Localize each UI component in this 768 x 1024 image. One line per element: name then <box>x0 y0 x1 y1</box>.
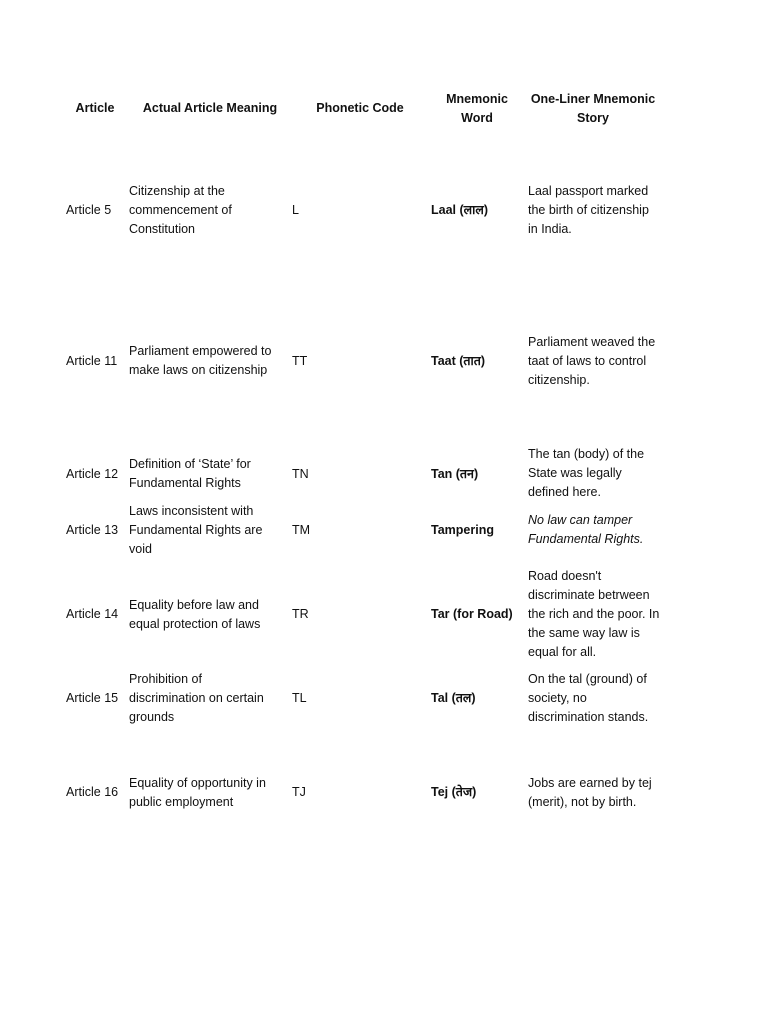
article-cell: Article 5 <box>66 203 112 217</box>
mnemonic-story-cell: The tan (body) of the State was legally defined here. <box>528 447 645 499</box>
header-article-meaning: Actual Article Meaning <box>142 101 278 115</box>
meaning-cell: Citizenship at the commencement of Constitution <box>129 184 232 236</box>
mnemonic-word-cell: Tar (for Road) <box>431 607 513 621</box>
mnemonic-story-cell: On the tal (ground) of society, no discrimination stands. <box>528 672 649 724</box>
article-cell: Article 11 <box>66 354 118 368</box>
phonetic-code-cell: TN <box>292 467 309 481</box>
phonetic-code-cell: TL <box>292 691 307 705</box>
header-article: Article <box>75 101 115 115</box>
meaning-cell: Laws inconsistent with Fundamental Rights are void <box>129 504 263 556</box>
article-cell: Article 15 <box>66 691 119 705</box>
mnemonic-story-cell: Parliament weaved the taat of laws to control citizenship. <box>528 335 656 387</box>
mnemonic-word-cell: Laal (लाल) <box>431 203 488 217</box>
meaning-cell: Equality before law and equal protection of laws <box>129 598 261 631</box>
article-cell: Article 12 <box>66 467 119 481</box>
mnemonic-story-cell: Road doesn't discriminate betrween the rich and the poor. In the same way law is equal for all. <box>528 569 660 659</box>
phonetic-code-cell: TM <box>292 523 311 537</box>
phonetic-code-cell: TJ <box>292 785 306 799</box>
phonetic-code-cell: TR <box>292 607 309 621</box>
mnemonic-story-cell: No law can tamper Fundamental Rights. <box>528 513 644 546</box>
mnemonic-word-cell: Tej (तेज) <box>431 785 477 799</box>
article-cell: Article 13 <box>66 523 119 537</box>
mnemonic-story-cell: Laal passport marked the birth of citizenship in India. <box>528 184 649 236</box>
mnemonic-word-cell: Tampering <box>431 523 494 537</box>
header-mnemonic-story: One-Liner Mnemonic Story <box>530 92 656 125</box>
mnemonic-word-cell: Tal (तल) <box>431 691 476 705</box>
header-phonetic-code: Phonetic Code <box>316 101 404 115</box>
meaning-cell: Equality of opportunity in public employment <box>129 776 266 809</box>
meaning-cell: Prohibition of discrimination on certain grounds <box>129 672 264 724</box>
article-cell: Article 16 <box>66 785 119 799</box>
article-cell: Article 14 <box>66 607 119 621</box>
phonetic-code-cell: L <box>292 203 299 217</box>
mnemonic-word-cell: Taat (तात) <box>431 354 486 368</box>
meaning-cell: Definition of ‘State’ for Fundamental Rights <box>129 457 251 490</box>
header-mnemonic-word: Mnemonic Word <box>446 92 508 125</box>
mnemonic-word-cell: Tan (तन) <box>431 467 479 481</box>
meaning-cell: Parliament empowered to make laws on citizenship <box>129 344 272 377</box>
phonetic-code-cell: TT <box>292 354 308 368</box>
mnemonic-story-cell: Jobs are earned by tej (merit), not by birth. <box>528 776 652 809</box>
